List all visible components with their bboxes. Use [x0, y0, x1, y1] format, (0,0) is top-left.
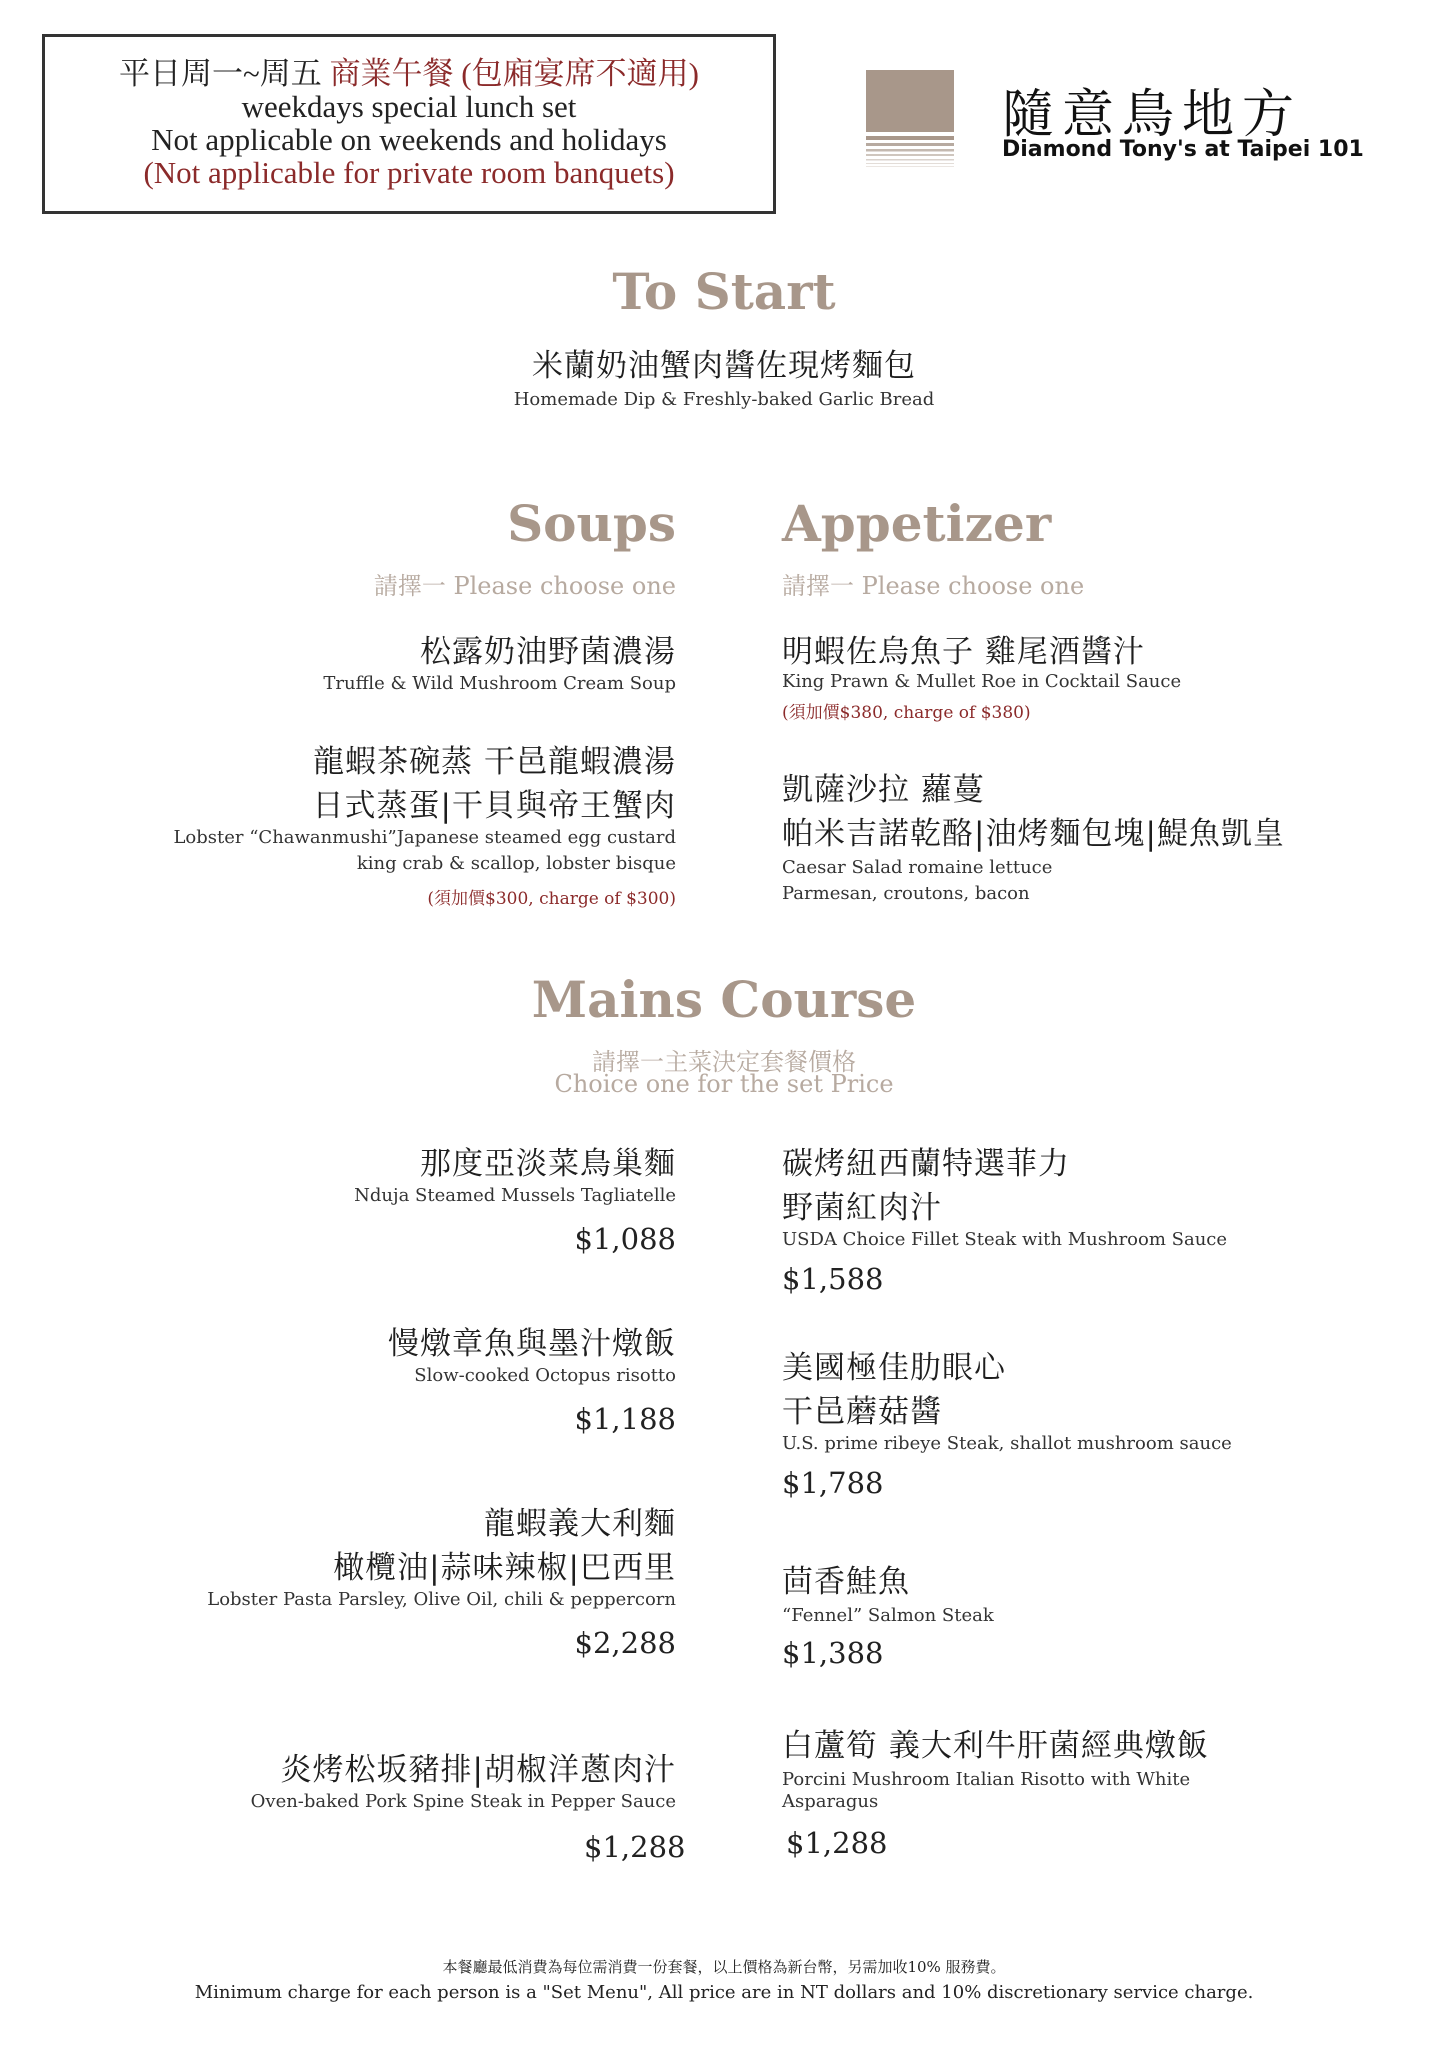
main-right-2-en: U.S. prime ribeye Steak, shallot mushroom sauce — [782, 1433, 1232, 1454]
appetizer-2-cn-2: 帕米吉諾乾酪|油烤麵包塊|鯷魚凱皇 — [782, 816, 1285, 852]
main-right-3-price: $1,388 — [782, 1636, 884, 1670]
main-right-1-price: $1,588 — [782, 1262, 884, 1296]
main-left-2-cn: 慢燉章魚與墨汁燉飯 — [388, 1326, 676, 1362]
soup-1-en: Truffle & Wild Mushroom Cream Soup — [323, 673, 676, 694]
main-left-1-cn: 那度亞淡菜鳥巢麵 — [420, 1146, 676, 1182]
appetizer-2-cn-1: 凱薩沙拉 蘿蔓 — [782, 772, 985, 808]
brand-name-en: Diamond Tony's at Taipei 101 — [1002, 137, 1364, 162]
mains-subtitle-cn: 請擇一主菜決定套餐價格 — [592, 1048, 856, 1076]
appetizer-subtitle: 請擇一 Please choose one — [782, 572, 1085, 600]
main-right-4-en-2: Asparagus — [782, 1791, 879, 1812]
appetizer-2-en-1: Caesar Salad romaine lettuce — [782, 857, 1053, 878]
main-left-1-price: $1,088 — [574, 1222, 676, 1256]
main-left-3-en: Lobster Pasta Parsley, Olive Oil, chili & peppercorn — [207, 1589, 676, 1610]
soups-subtitle: 請擇一 Please choose one — [373, 572, 676, 600]
appetizer-1-charge: (須加價$380, charge of $380) — [782, 703, 1031, 723]
main-left-4-price: $1,288 — [584, 1830, 686, 1864]
notice-line-en: weekdays special lunch set — [241, 89, 577, 124]
to-start-item-en: Homemade Dip & Freshly-baked Garlic Bread — [513, 389, 935, 410]
main-left-1-en: Nduja Steamed Mussels Tagliatelle — [354, 1185, 676, 1206]
main-left-4-en: Oven-baked Pork Spine Steak in Pepper Sauce — [250, 1791, 676, 1812]
soup-2-cn-1: 龍蝦茶碗蒸 干邑龍蝦濃湯 — [313, 744, 676, 780]
notice-line-cn — [45, 57, 773, 90]
notice-line-private: (Not applicable for private room banquets) — [143, 155, 675, 190]
to-start-title: To Start — [612, 262, 836, 321]
main-left-2-en: Slow-cooked Octopus risotto — [414, 1365, 676, 1386]
main-right-4-cn: 白蘆筍 義大利牛肝菌經典燉飯 — [782, 1728, 1209, 1764]
soup-2-cn-2: 日式蒸蛋|干貝與帝王蟹肉 — [312, 788, 676, 824]
soup-1-cn: 松露奶油野菌濃湯 — [420, 634, 676, 670]
main-right-4-price: $1,288 — [786, 1826, 888, 1860]
notice-lunch-label: 商業午餐 (包廂宴席不適用) — [329, 56, 699, 91]
to-start-item-cn: 米蘭奶油蟹肉醬佐現烤麵包 — [532, 348, 916, 384]
lunch-set-notice — [42, 34, 776, 214]
main-left-3-cn-2: 橄欖油|蒜味辣椒|巴西里 — [333, 1550, 676, 1586]
main-right-3-en: “Fennel” Salmon Steak — [782, 1605, 994, 1626]
mains-subtitle-en: Choice one for the set Price — [554, 1070, 894, 1098]
main-right-2-cn-1: 美國極佳肋眼心 — [782, 1350, 1006, 1386]
appetizer-1-en: King Prawn & Mullet Roe in Cocktail Sauce — [782, 671, 1182, 692]
main-left-3-cn-1: 龍蝦義大利麵 — [484, 1506, 676, 1542]
main-left-2-price: $1,188 — [574, 1402, 676, 1436]
appetizer-title: Appetizer — [782, 494, 1052, 553]
brand-name-cn: 隨意鳥地方 — [1002, 85, 1303, 145]
mains-title: Mains Course — [531, 970, 917, 1029]
appetizer-2-en-2: Parmesan, croutons, bacon — [782, 883, 1030, 904]
main-left-4-cn: 炎烤松坂豬排|胡椒洋蔥肉汁 — [280, 1752, 676, 1788]
main-right-1-cn-1: 碳烤紐西蘭特選菲力 — [782, 1146, 1070, 1182]
brand-logo-icon — [866, 70, 954, 168]
soup-2-charge: (須加價$300, charge of $300) — [427, 889, 676, 909]
main-right-2-price: $1,788 — [782, 1466, 884, 1500]
main-left-3-price: $2,288 — [574, 1626, 676, 1660]
main-right-2-cn-2: 干邑蘑菇醬 — [782, 1394, 942, 1430]
soup-2-en-1: Lobster “Chawanmushi”Japanese steamed egg custard — [173, 827, 676, 848]
notice-days: 平日周一~周五 — [119, 56, 330, 91]
main-right-1-en: USDA Choice Fillet Steak with Mushroom Sauce — [782, 1229, 1228, 1250]
footer-cn: 本餐廳最低消費為每位需消費一份套餐，以上價格為新台幣，另需加收10% 服務費。 — [442, 1958, 1006, 1976]
main-right-3-cn: 茴香鮭魚 — [782, 1564, 910, 1600]
footer-en: Minimum charge for each person is a "Set Menu", All price are in NT dollars and 10% discretionary service charge. — [194, 1982, 1254, 2003]
soup-2-en-2: king crab & scallop, lobster bisque — [356, 853, 676, 874]
main-right-1-cn-2: 野菌紅肉汁 — [782, 1190, 942, 1226]
main-right-4-en-1: Porcini Mushroom Italian Risotto with White — [782, 1769, 1191, 1790]
appetizer-1-cn: 明蝦佐烏魚子 雞尾酒醬汁 — [782, 634, 1145, 670]
notice-line-weekends: Not applicable on weekends and holidays — [151, 122, 667, 157]
soups-title: Soups — [507, 494, 676, 553]
